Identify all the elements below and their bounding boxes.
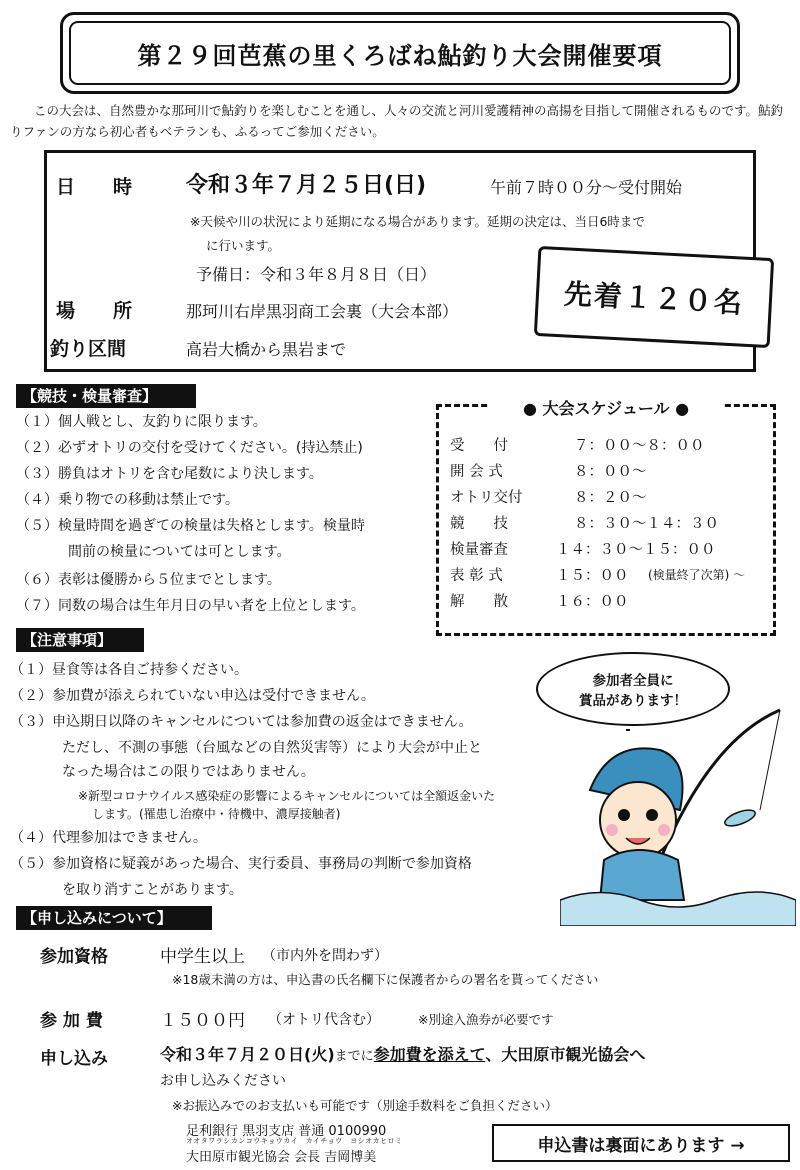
- qualification-note: ※18歳未満の方は、申込書の氏名欄下に保護者からの署名を貰ってください: [172, 972, 599, 987]
- title-frame: [60, 12, 740, 94]
- notes-header: 【注意事項】: [16, 628, 144, 652]
- list-item: なった場合はこの限りではありません。: [62, 764, 315, 780]
- place-label: 場 所: [56, 300, 133, 322]
- apply-label: 申し込み: [40, 1049, 108, 1069]
- list-item: （３）勝負はオトリを含む尾数により決します。: [16, 466, 323, 482]
- event-date: 令和３年７月２５日(日): [186, 173, 427, 198]
- list-item: （６）表彰は優勝から５位までとします。: [16, 572, 281, 588]
- list-item: （２）参加費が添えられていない申込は受付できません。: [10, 688, 375, 704]
- schedule-time: ７：００～８：００: [574, 438, 705, 454]
- schedule-label: 検量審査: [450, 542, 508, 558]
- list-item: 間前の検量については可とします。: [68, 544, 291, 560]
- fee-paren: （オトリ代含む）: [268, 1012, 380, 1028]
- schedule-title: ● 大会スケジュール ●: [488, 396, 724, 420]
- schedule-time: １６：００: [556, 594, 629, 610]
- apply-line: [160, 1042, 645, 1065]
- schedule-time: ８：２０～: [574, 490, 647, 506]
- qualification-paren: （市内外を問わず）: [262, 948, 388, 964]
- qualification-value: 中学生以上: [160, 947, 245, 967]
- list-item: （５）参加資格に疑義があった場合、実行委員、事務局の判断で参加資格: [10, 856, 472, 872]
- list-item: （２）必ずオトリの交付を受けてください。(持込禁止): [16, 440, 363, 456]
- schedule-time: １４：３０～１５：００: [556, 542, 716, 558]
- apply-deadline: 令和３年７月２０日(火): [160, 1045, 335, 1064]
- list-item: （４）乗り物での移動は禁止です。: [16, 492, 239, 508]
- schedule-label: オトリ交付: [450, 490, 523, 506]
- apply-header: 【申し込みについて】: [16, 906, 212, 930]
- transfer-note: ※お振込みでのお支払いも可能です（別途手数料をご負担ください）: [172, 1098, 558, 1113]
- reception-start: 午前７時００分～受付開始: [490, 178, 683, 197]
- list-item: を取り消すことがあります。: [62, 882, 243, 898]
- page-title: 第２９回芭蕉の里くろばね鮎釣り大会開催要項: [69, 21, 731, 85]
- intro-text: この大会は、自然豊かな那珂川で鮎釣りを楽しむことを通し、人々の交流と河川愛護精神の高揚を目指して開催されるものです。鮎釣りファンの方なら初心者もベテランも、ふるってご参加ください。: [10, 103, 784, 139]
- bubble-line: 参加者全員に: [592, 673, 674, 689]
- competition-header: 【競技・検量審査】: [16, 384, 196, 408]
- qualification-label: 参加資格: [40, 947, 108, 967]
- list-item: （１）昼食等は各自ご持参ください。: [10, 662, 248, 678]
- schedule-label: 受 付: [450, 438, 508, 454]
- fishing-mascot-illustration: [560, 700, 796, 926]
- schedule-label: 解 散: [450, 594, 508, 610]
- account-holder: 大田原市観光協会 会長 吉岡博美: [186, 1150, 377, 1165]
- fee-note: ※別途入漁券が必要です: [418, 1012, 554, 1027]
- form-on-back-button[interactable]: 申込書は裏面にあります →: [492, 1124, 790, 1162]
- fee-value: １５００円: [160, 1011, 245, 1031]
- schedule-note: (検量終了次第) ～: [648, 568, 746, 582]
- postpone-note-1: ※天候や川の状況により延期になる場合があります。延期の決定は、当日6時まで: [190, 214, 645, 229]
- list-item: （４）代理参加はできません。: [10, 830, 207, 846]
- schedule-time: ８：３０～１４：３０: [574, 516, 719, 532]
- schedule-time: ８：００～: [574, 464, 647, 480]
- apply-destination: 、大田原市観光協会へ: [485, 1045, 646, 1064]
- place-value: 那珂川右岸黒羽商工会裏（大会本部）: [186, 302, 459, 321]
- account-holder-kana: オオタワラシカンコウキョウカイ カイチョウ ヨシオカヒロミ: [186, 1137, 403, 1145]
- postpone-note-2: に行います。: [206, 238, 281, 253]
- apply-made: までに: [334, 1049, 374, 1064]
- reserve-day: 予備日：令和３年８月８日（日）: [196, 265, 437, 284]
- covid-note: ※新型コロナウイルス感染症の影響によるキャンセルについては全額返金いた: [78, 789, 496, 803]
- covid-note: します。(罹患し治療中・待機中、濃厚接触者): [92, 807, 341, 821]
- area-value: 高岩大橋から黒岩まで: [186, 340, 347, 359]
- schedule-time: １５：００: [556, 568, 629, 584]
- apply-line-2: お申し込みください: [160, 1073, 286, 1089]
- schedule-label: 競 技: [450, 516, 508, 532]
- area-label: 釣り区間: [50, 338, 127, 360]
- apply-fee: 参加費を添えて: [373, 1045, 486, 1064]
- list-item: （５）検量時間を過ぎての検量は失格とします。検量時: [16, 518, 365, 534]
- first-come-badge: 先着１２０名: [534, 246, 774, 348]
- bank-account: 足利銀行 黒羽支店 普通 0100990: [186, 1124, 387, 1139]
- bubble-line: 賞品があります！: [579, 693, 687, 709]
- fee-label: 参 加 費: [40, 1011, 103, 1031]
- list-item: （１）個人戦とし、友釣りに限ります。: [16, 414, 267, 430]
- list-item: （３）申込期日以降のキャンセルについては参加費の返金はできません。: [10, 714, 473, 730]
- schedule-label: 開 会 式: [450, 464, 503, 480]
- date-label: 日 時: [56, 176, 133, 198]
- list-item: ただし、不測の事態（台風などの自然災害等）により大会が中止と: [62, 740, 482, 756]
- list-item: （７）同数の場合は生年月日の早い者を上位とします。: [16, 598, 365, 614]
- schedule-label: 表 彰 式: [450, 568, 503, 584]
